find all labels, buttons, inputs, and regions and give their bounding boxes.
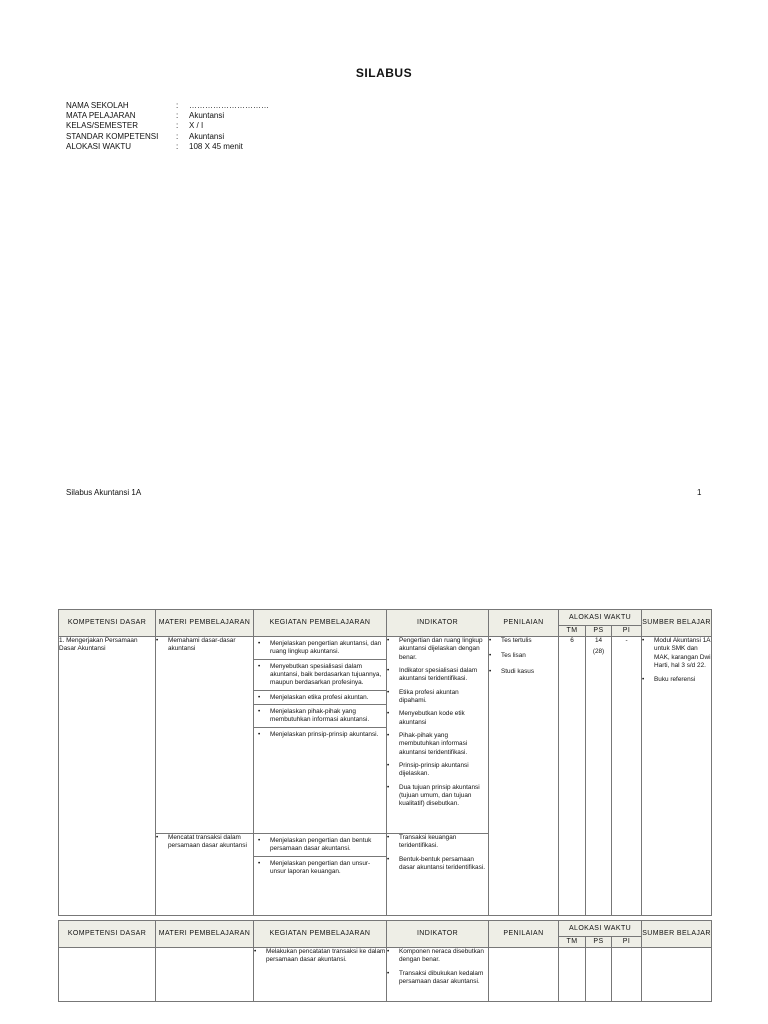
bullet-icon: •	[642, 676, 645, 684]
list-item	[642, 676, 711, 684]
list-item	[387, 667, 488, 684]
bullet-icon: •	[258, 693, 261, 701]
info-row-subject	[66, 111, 269, 121]
ps-value-alt: (28)	[592, 648, 605, 656]
indikator-text: Indikator spesialisasi dalam akuntansi teridentifikasi.	[399, 666, 478, 683]
cell-kegiatan	[254, 834, 387, 916]
header-penilaian: PENILAIAN	[489, 610, 559, 637]
cell-indikator	[387, 637, 489, 834]
penilaian-text: Studi kasus	[501, 667, 535, 675]
indikator-text: Pengertian dan ruang lingkup akuntansi dijelaskan dengan benar.	[399, 637, 483, 661]
header-sumber-belajar: SUMBER BELAJAR	[642, 921, 712, 948]
header-penilaian: PENILAIAN	[489, 921, 559, 948]
cell-indikator	[387, 834, 489, 916]
cell-kompetensi-dasar	[59, 637, 156, 916]
indikator-text: Pihak-pihak yang membutuhkan informasi akuntansi teridentifikasi.	[399, 731, 468, 756]
cell-ps	[586, 948, 612, 1002]
info-row-school	[66, 101, 269, 111]
indikator-text: Bentuk-bentuk persamaan dasar akuntansi teridentifikasi.	[399, 855, 485, 871]
syllabus-table	[58, 609, 712, 916]
bullet-icon: •	[387, 637, 390, 644]
info-colon: :	[176, 131, 179, 141]
info-label: NAMA SEKOLAH	[66, 101, 129, 110]
info-colon: :	[176, 101, 179, 110]
bullet-icon: •	[489, 667, 492, 675]
list-item	[254, 660, 386, 691]
list-item	[489, 652, 558, 660]
header-materi: MATERI PEMBELAJARAN	[156, 610, 254, 637]
header-ps: PS	[586, 937, 612, 948]
kegiatan-text: Menjelaskan pihak-pihak yang membutuhkan informasi akuntansi.	[270, 707, 370, 724]
bullet-icon: •	[387, 969, 390, 977]
indikator-text: Menyebutkan kode etik akuntansi	[399, 710, 465, 726]
bullet-icon: •	[387, 834, 390, 841]
info-value: Akuntansi	[189, 111, 225, 121]
info-value: …………………………	[189, 101, 269, 110]
page-footer-title: Silabus Akuntansi 1A	[66, 488, 142, 497]
penilaian-text: Tes lisan	[501, 652, 526, 660]
cell-penilaian	[489, 948, 559, 1002]
indikator-text: Transaksi dibukukan kedalam persamaan dasar akuntansi.	[399, 969, 484, 985]
document-info	[66, 101, 269, 152]
pi-value: -	[625, 637, 628, 644]
cell-kegiatan	[254, 637, 387, 834]
list-item	[642, 637, 711, 670]
header-alokasi-waktu: ALOKASI WAKTU	[559, 921, 642, 937]
penilaian-text: Tes tertulis	[501, 637, 532, 644]
list-item	[387, 856, 488, 873]
sumber-text: Modul Akuntansi 1A untuk SMK dan MAK, karangan Dwi Harti, hal 3 s/d 22.	[654, 637, 711, 669]
indikator-text: Transaksi keuangan teridentifikasi.	[399, 834, 457, 850]
header-sumber-belajar: SUMBER BELAJAR	[642, 610, 712, 637]
list-item	[387, 710, 488, 727]
list-item	[387, 834, 488, 851]
header-kompetensi-dasar: KOMPETENSI DASAR	[59, 921, 156, 948]
bullet-icon: •	[489, 652, 492, 660]
cell-sumber-belajar	[642, 948, 712, 1002]
info-row-time	[66, 142, 269, 152]
list-item	[254, 948, 386, 965]
bullet-icon: •	[258, 640, 261, 647]
list-item	[387, 762, 488, 779]
info-colon: :	[176, 121, 179, 131]
cell-tm	[559, 637, 586, 916]
kegiatan-text: Menjelaskan prinsip-prinsip akuntansi.	[270, 730, 379, 738]
cell-materi	[156, 834, 254, 916]
ps-value: 14	[594, 637, 603, 644]
bullet-icon: •	[254, 948, 257, 955]
info-colon: :	[176, 111, 179, 121]
kegiatan-text: Menyebutkan spesialisasi dalam akuntansi, baik berdasarkan tujuannya, maupun berdasarkan profesinya.	[270, 662, 382, 687]
kegiatan-text: Menjelaskan pengertian akuntansi, dan ruang lingkup akuntansi.	[270, 640, 382, 656]
info-row-class	[66, 121, 269, 131]
materi-text: Memahami dasar-dasar akuntansi	[168, 637, 236, 653]
header-indikator: INDIKATOR	[387, 921, 489, 948]
list-item	[387, 689, 488, 706]
bullet-icon: •	[387, 688, 390, 696]
info-value: Akuntansi	[189, 131, 225, 141]
bullet-icon: •	[156, 834, 159, 841]
bullet-icon: •	[489, 637, 492, 644]
materi-text: Mencatat transaksi dalam persamaan dasar akuntansi	[168, 834, 247, 850]
list-item	[387, 637, 488, 662]
list-item	[254, 857, 386, 879]
list-item	[156, 834, 253, 851]
cell-kompetensi-dasar	[59, 948, 156, 1002]
list-item	[254, 834, 386, 857]
list-item	[387, 732, 488, 757]
cell-materi	[156, 948, 254, 1002]
header-materi: MATERI PEMBELAJARAN	[156, 921, 254, 948]
cell-indikator	[387, 948, 489, 1002]
cell-kegiatan	[254, 948, 387, 1002]
info-label: ALOKASI WAKTU	[66, 141, 132, 151]
kegiatan-text: Melakukan pencatatan transaksi ke dalam persamaan dasar akuntansi.	[266, 948, 386, 964]
cell-ps	[586, 637, 612, 916]
header-tm: TM	[559, 937, 586, 948]
list-item	[254, 705, 386, 728]
header-pi: PI	[612, 626, 642, 637]
info-label: STANDAR KOMPETENSI	[66, 131, 159, 141]
bullet-icon: •	[387, 948, 390, 955]
kegiatan-text: Menjelaskan pengertian dan bentuk persamaan dasar akuntansi.	[270, 837, 372, 853]
info-value: 108 X 45 menit	[189, 141, 243, 151]
cell-penilaian	[489, 637, 559, 916]
tm-value: 6	[570, 637, 574, 644]
list-item	[489, 668, 558, 676]
kompetensi-text: 1. Mengerjakan Persamaan Dasar Akuntansi	[59, 637, 138, 653]
header-tm: TM	[559, 626, 586, 637]
bullet-icon: •	[156, 637, 159, 644]
info-colon: :	[176, 141, 179, 151]
header-kegiatan: KEGIATAN PEMBELAJARAN	[254, 610, 387, 637]
list-item	[254, 637, 386, 660]
bullet-icon: •	[387, 710, 390, 718]
kegiatan-text: Menjelaskan pengertian dan unsur-unsur laporan keuangan.	[270, 859, 371, 875]
indikator-text: Etika profesi akuntan dipahami.	[399, 688, 459, 704]
bullet-icon: •	[387, 783, 390, 791]
indikator-text: Dua tujuan prinsip akuntansi (tujuan umum, dan tujuan kualitatif) disebutkan.	[399, 783, 480, 808]
bullet-icon: •	[258, 730, 261, 738]
bullet-icon: •	[258, 707, 261, 715]
header-pi: PI	[612, 937, 642, 948]
bullet-icon: •	[258, 837, 261, 844]
page-number: 1	[697, 488, 702, 497]
syllabus-table-continued	[58, 920, 712, 1002]
cell-sumber-belajar	[642, 637, 712, 916]
bullet-icon: •	[387, 761, 390, 769]
header-alokasi-waktu: ALOKASI WAKTU	[559, 610, 642, 626]
bullet-icon: •	[258, 859, 261, 867]
kegiatan-text: Menjelaskan etika profesi akuntan.	[270, 693, 369, 701]
list-item	[254, 728, 386, 741]
header-indikator: INDIKATOR	[387, 610, 489, 637]
indikator-text: Komponen neraca disebutkan dengan benar.	[399, 948, 484, 964]
page-title: SILABUS	[355, 66, 413, 80]
list-item	[387, 948, 488, 965]
cell-pi	[612, 948, 642, 1002]
info-label: MATA PELAJARAN	[66, 111, 136, 121]
info-label: KELAS/SEMESTER	[66, 121, 139, 131]
bullet-icon: •	[258, 662, 261, 670]
cell-pi	[612, 637, 642, 916]
info-value: X / I	[189, 121, 204, 131]
bullet-icon: •	[387, 666, 390, 674]
list-item	[387, 784, 488, 809]
header-kompetensi-dasar: KOMPETENSI DASAR	[59, 610, 156, 637]
header-kegiatan: KEGIATAN PEMBELAJARAN	[254, 921, 387, 948]
list-item	[156, 637, 253, 654]
header-ps: PS	[586, 626, 612, 637]
list-item	[489, 637, 558, 645]
list-item	[254, 691, 386, 705]
bullet-icon: •	[387, 731, 390, 739]
bullet-icon: •	[642, 637, 645, 644]
info-row-competency	[66, 132, 269, 142]
bullet-icon: •	[387, 855, 390, 863]
indikator-text: Prinsip-prinsip akuntansi dijelaskan.	[399, 761, 469, 778]
cell-materi	[156, 637, 254, 834]
sumber-text: Buku referensi	[654, 676, 696, 684]
cell-tm	[559, 948, 586, 1002]
list-item	[387, 970, 488, 987]
